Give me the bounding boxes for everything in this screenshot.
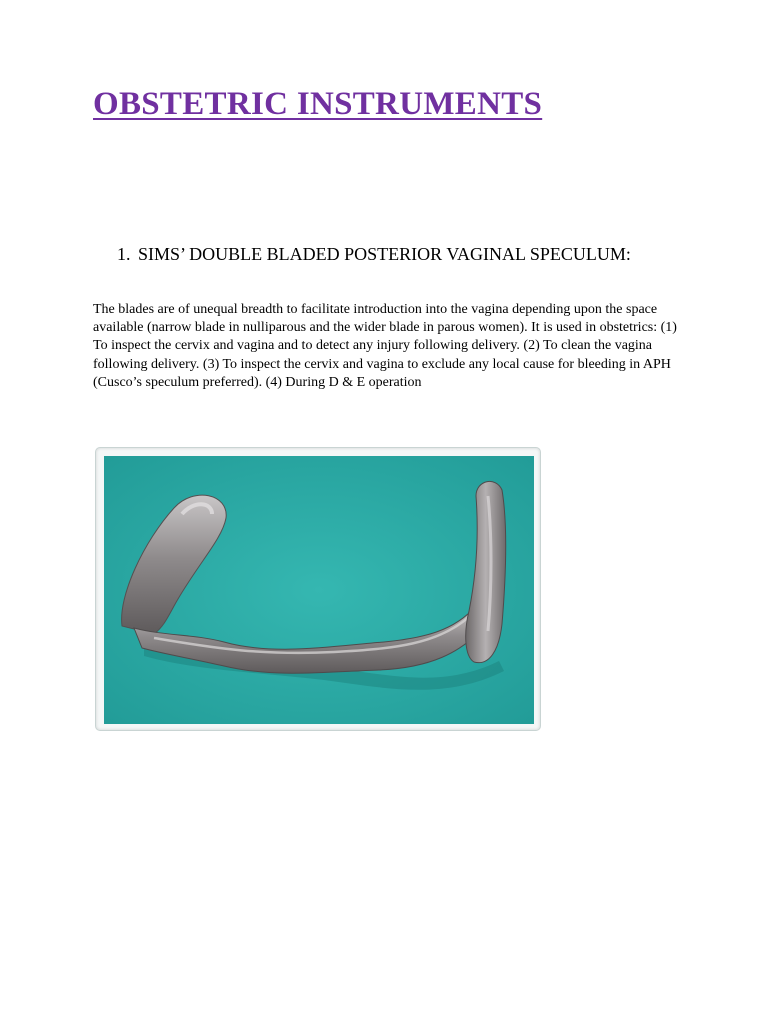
section-number: 1. <box>117 244 131 264</box>
section-heading-text: SIMS’ DOUBLE BLADED POSTERIOR VAGINAL SPECULUM: <box>138 244 631 264</box>
page-title: OBSTETRIC INSTRUMENTS <box>93 86 543 122</box>
body-paragraph: The blades are of unequal breadth to facilitate introduction into the vagina depending upon the space available (narrow blade in nulliparous and the wider blade in parous women). It is used in obstetrics: (1) To inspect the cervix and vagina and to detect any injury following delivery. (2) To clean the vagina following delivery. (3) To inspect the cervix and vagina to exclude any local cause for bleeding in APH (Cusco’s speculum preferred). (4) During D & E operation <box>93 302 677 390</box>
speculum-photo <box>104 456 534 724</box>
speculum-figure <box>95 447 541 731</box>
section-heading <box>117 242 637 267</box>
